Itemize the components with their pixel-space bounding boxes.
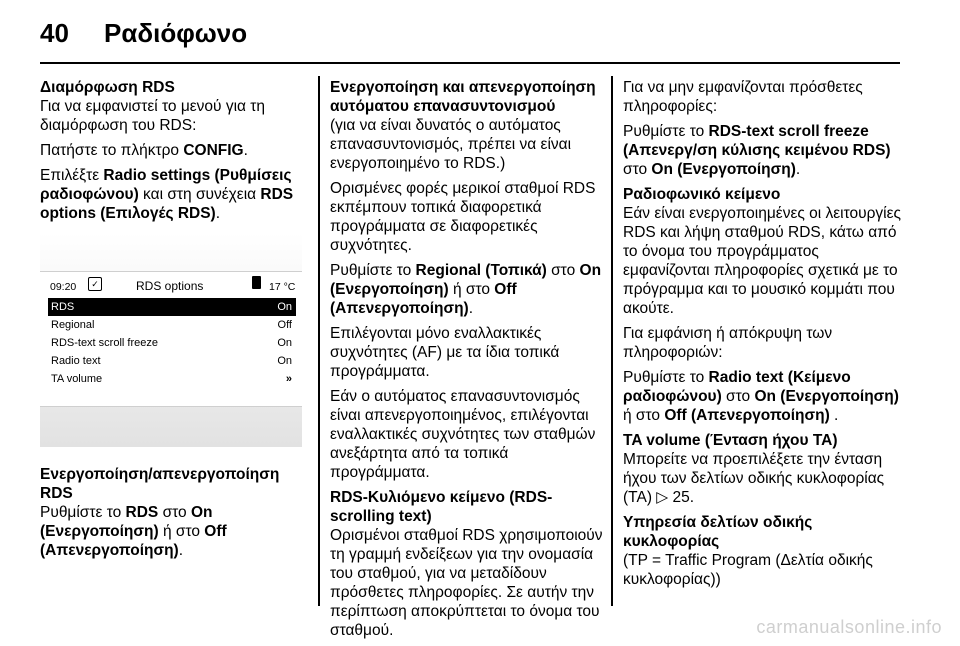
menu-item-value: On [277, 355, 292, 367]
bold-off: Off (Απενεργοποίηση) [330, 281, 517, 317]
screen-title: RDS options [136, 279, 204, 293]
show-hide-text: Για εμφάνιση ή απόκρυψη των πληροφοριών: [623, 325, 833, 361]
menu-item-ta-volume[interactable] [48, 370, 296, 388]
section-heading-ta-volume: TA volume (Ένταση ήχου TA) [623, 432, 838, 449]
extra-info-text: Για να μην εμφανίζονται πρόσθετες πληροφορίες: [623, 79, 863, 115]
menu-item-value: On [277, 301, 292, 313]
menu-item-regional[interactable] [48, 316, 296, 334]
text-span: . [829, 407, 839, 424]
bold-radio-text: Radio text (Κείμενο ραδιοφώνου) [623, 369, 851, 405]
menu-item-rds[interactable] [48, 298, 296, 316]
text-span: στο [546, 262, 580, 279]
rds-options-screen [40, 271, 302, 407]
text-span: στο [721, 388, 755, 405]
menu-item-label: TA volume [51, 373, 103, 385]
traffic-program-text: (TP = Traffic Program (Δελτία οδικής κυκλοφορίας)) [623, 552, 873, 588]
menu-item-radio-text[interactable] [48, 352, 296, 370]
menu-item-value: Off [277, 319, 292, 331]
menu-rds-options: RDS options (Επιλογές RDS) [40, 186, 294, 222]
set-radio-text [623, 368, 903, 425]
screen-temperature: 17 °C [269, 281, 296, 293]
page-number: 40 [40, 18, 69, 48]
menu-item-label: RDS-text scroll freeze [51, 337, 158, 349]
bold-regional: Regional (Τοπικά) [415, 262, 547, 279]
press-config-text [40, 141, 302, 160]
text-span: . [468, 300, 474, 317]
bold-on: On (Ενεργοποίηση) [40, 504, 213, 540]
bold-on: On (Ενεργοποίηση) [651, 161, 796, 178]
disabled-text: Εάν ο αυτόματος επανασυντονισμός είναι απενεργοποιημένος, επιλέγονται εναλλακτικές συχνότητες των σταθμών ανεξάρτητα από τα τοπικά προγράμματα. [330, 388, 596, 481]
page-title: Ραδιόφωνο [104, 18, 248, 48]
ta-volume-text [623, 450, 903, 507]
menu-item-label: RDS [51, 301, 75, 313]
toggle-rds-text [40, 503, 302, 560]
text-span: ή στο [158, 523, 205, 540]
text-span: Επιλέξτε [40, 167, 104, 184]
check-icon: ✓ [88, 277, 102, 291]
text-span: Μπορείτε να προεπιλέξετε την ένταση ήχου των δελτίων οδικής κυκλοφορίας (TA) [623, 451, 885, 506]
bold-off: Off (Απενεργοποίηση) [40, 523, 227, 559]
menu-item-value: On [277, 337, 292, 349]
regional-text: Ορισμένες φορές μερικοί σταθμοί RDS εκπέμπουν τοπικά διαφορετικά προγράμματα σε διαφορετικές συχνότητες. [330, 180, 596, 254]
screen-time: 09:20 [50, 281, 77, 293]
text-span: Ρυθμίστε το [623, 369, 709, 386]
display-screenshot [40, 233, 302, 447]
text-span: Πατήστε το πλήκτρο [40, 142, 184, 159]
set-regional-text [330, 261, 606, 318]
column-3 [623, 78, 903, 595]
section-heading-rds-setup: Διαμόρφωση RDS [40, 79, 175, 96]
section-heading-toggle-rds: Ενεργοποίηση/απενεργοποίηση RDS [40, 466, 280, 502]
screen-status-bar [50, 276, 298, 292]
text-span: στο [623, 161, 652, 178]
bold-on: On (Ενεργοποίηση) [330, 262, 602, 298]
bold-off: Off (Απενεργοποίηση) [664, 407, 830, 424]
text-span: ή στο [623, 407, 665, 424]
text-span: και στη συνέχεια [138, 186, 261, 203]
section-heading-traffic-program: Υπηρεσία δελτίων οδικής κυκλοφορίας [623, 514, 813, 550]
config-key-label: CONFIG [183, 142, 244, 159]
page-reference[interactable]: 25. [668, 489, 695, 506]
text-span: . [178, 542, 184, 559]
watermark: carmanualsonline.info [756, 617, 942, 637]
column-1 [40, 78, 302, 566]
text-span: . [795, 161, 801, 178]
screen-menu-list [48, 298, 296, 388]
scroll-text-body: Ορισμένοι σταθμοί RDS χρησιμοποιούν τη γραμμή ενδείξεων για την ονομασία του σταθμού, για να μεταδίδουν πρόσθετες πληροφορίες. Σε αυτήν την περίπτωση αποκρύπτεται το όνομα του σταθμού. [330, 527, 603, 639]
text-span: Ρυθμίστε το [623, 123, 709, 140]
text-span: ή στο [448, 281, 495, 298]
text-span: Ρυθμίστε το [330, 262, 416, 279]
text-span: στο [158, 504, 191, 521]
menu-item-label: Radio text [51, 355, 101, 367]
auto-retune-text: (για να είναι δυνατός ο αυτόματος επανασυντονισμός, πρέπει να είναι ενεργοποιημένο το RDS.) [330, 117, 572, 172]
arrow-ref-icon: ▷ [656, 489, 669, 506]
column-2 [330, 78, 606, 646]
chevron-right-icon: » [285, 373, 292, 385]
section-heading-scroll-text: RDS-Κυλιόμενο κείμενο (RDS-scrolling text) [330, 489, 553, 525]
rds-setup-text: Για να εμφανιστεί το μενού για τη διαμόρφωση του RDS: [40, 98, 266, 134]
scroll-freeze-text [623, 122, 903, 179]
menu-item-label: Regional [51, 319, 95, 331]
header-rule [40, 62, 900, 64]
bold-on: On (Ενεργοποίηση) [754, 388, 899, 405]
section-heading-radio-text: Ραδιοφωνικό κείμενο [623, 186, 781, 203]
select-menu-text [40, 166, 302, 223]
section-heading-auto-retune: Ενεργοποίηση και απενεργοποίηση αυτόματου επανασυντονισμού [330, 79, 596, 115]
menu-radio-settings: Radio settings (Ρυθμίσεις ραδιοφώνου) [40, 167, 292, 203]
af-text: Επιλέγονται μόνο εναλλακτικές συχνότητες (AF) με τα ίδια τοπικά προγράμματα. [330, 325, 560, 380]
phone-icon [252, 276, 261, 289]
column-divider-1 [318, 76, 320, 606]
bold-scroll-freeze: RDS-text scroll freeze (Απενεργ/ση κύλισης κειμένου RDS) [623, 123, 891, 159]
text-span: Ρυθμίστε το [40, 504, 126, 521]
column-divider-2 [611, 76, 613, 606]
page-header [0, 0, 960, 62]
text-span: . [243, 142, 248, 159]
text-span: . [215, 205, 221, 222]
bold-rds: RDS [125, 504, 159, 521]
radio-text-body: Εάν είναι ενεργοποιημένες οι λειτουργίες RDS και λήψη σταθμού RDS, κάτω από το όνομα του προγράμματος εμφανίζονται πληροφορίες σχετικά με το πρόγραμμα και το μουσικό κομμάτι που ακούτε. [623, 205, 902, 317]
menu-item-scroll-freeze[interactable] [48, 334, 296, 352]
